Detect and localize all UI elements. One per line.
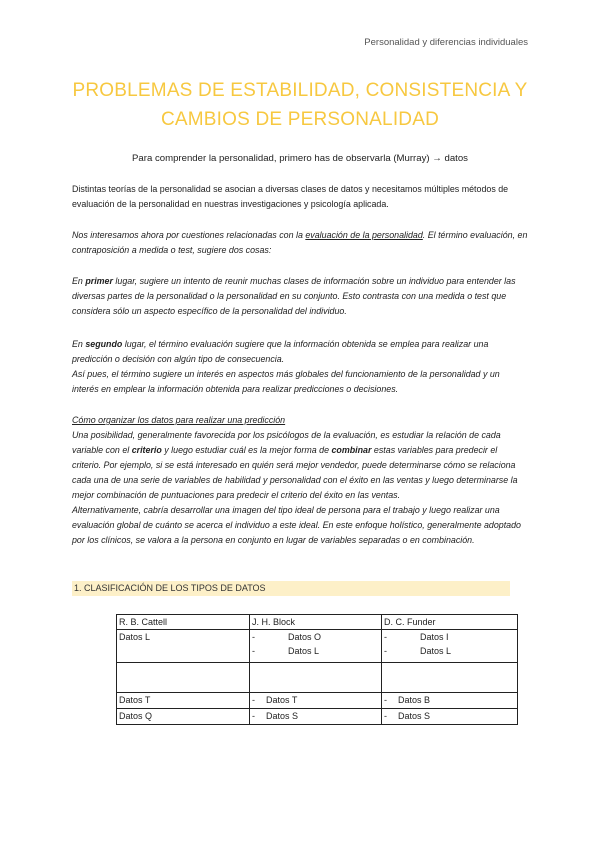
cell-text: Datos S bbox=[398, 711, 431, 721]
bullet bbox=[384, 644, 515, 658]
cell bbox=[382, 663, 518, 693]
cell bbox=[250, 630, 382, 663]
cell bbox=[250, 663, 382, 693]
cell bbox=[382, 709, 518, 725]
dash: - bbox=[384, 695, 387, 705]
header-block: J. H. Block bbox=[250, 615, 382, 630]
title-line-2: CAMBIOS DE PERSONALIDAD bbox=[160, 109, 440, 130]
cell bbox=[117, 663, 250, 693]
cell-text: Datos L bbox=[420, 646, 452, 656]
paragraph-1: Distintas teorías de la personalidad se asocian a diversas clases de datos y necesitamos múltiples métodos de evaluación de la personalidad en nuestras investigaciones y psicología aplicada. bbox=[72, 184, 509, 209]
subtitle: Para comprender la personalidad, primero has de observarla (Murray) → datos bbox=[132, 153, 468, 164]
p5-bold-criterio: criterio bbox=[131, 445, 162, 455]
cell-text: Datos Q bbox=[119, 711, 153, 721]
p4-b: lugar, el término evaluación sugiere que la información obtenida se emplea para realizar una predicción o decisión con algún tipo de consecuencia. bbox=[72, 339, 489, 364]
cell bbox=[117, 693, 250, 709]
table-row-empty bbox=[117, 663, 518, 693]
paragraph-4 bbox=[72, 337, 528, 397]
p5-heading: Cómo organizar los datos para realizar una predicción bbox=[72, 415, 286, 425]
paragraph-3 bbox=[72, 274, 528, 319]
p5-bold-combinar: combinar bbox=[331, 445, 372, 455]
cell-text: Datos S bbox=[266, 711, 299, 721]
dash: - bbox=[384, 646, 387, 656]
dash: - bbox=[252, 632, 255, 642]
bullet bbox=[252, 709, 379, 723]
bullet bbox=[252, 630, 379, 644]
table-row bbox=[117, 693, 518, 709]
cell-text: Datos L bbox=[119, 632, 151, 642]
cell bbox=[117, 630, 250, 663]
table-header-row bbox=[117, 615, 518, 630]
dash: - bbox=[384, 632, 387, 642]
dash: - bbox=[252, 646, 255, 656]
data-types-table bbox=[116, 614, 518, 725]
table-row bbox=[117, 630, 518, 663]
paragraph-2 bbox=[72, 228, 528, 258]
header-cattell: R. B. Cattell bbox=[117, 615, 250, 630]
cell-text: Datos B bbox=[398, 695, 431, 705]
cell-text: Datos T bbox=[119, 695, 151, 705]
cell-text: Datos O bbox=[288, 632, 322, 642]
dash: - bbox=[384, 711, 387, 721]
p5-a: Una posibilidad, generalmente favorecida por los psicólogos de la evaluación, es estudiar la relación de cada variable con el bbox=[72, 430, 501, 455]
p3-bold: primer bbox=[85, 276, 113, 286]
bullet bbox=[252, 644, 379, 658]
section-heading: 1. CLASIFICACIÓN DE LOS TIPOS DE DATOS bbox=[72, 581, 510, 596]
paragraph-5 bbox=[72, 413, 528, 548]
p3-a: En bbox=[72, 276, 86, 286]
cell bbox=[382, 630, 518, 663]
bullet bbox=[384, 630, 515, 644]
cell bbox=[250, 693, 382, 709]
dash: - bbox=[252, 711, 255, 721]
page-header: Personalidad y diferencias individuales bbox=[364, 37, 528, 48]
p5-c: estas variables para predecir el criterio. Por ejemplo, si se está interesado en quién será mejor vendedor, puede determinarse cómo se relaciona cada una de una serie de variables de habilidad y personalidad con el éxito en las ventas y luego determinarse la mejor combinación de puntuaciones para predecir el criterio del éxito en las ventas. bbox=[72, 445, 518, 500]
page-title bbox=[60, 76, 540, 134]
bullet bbox=[252, 693, 379, 707]
title-line-1: PROBLEMAS DE ESTABILIDAD, CONSISTENCIA Y bbox=[72, 80, 528, 101]
p5-b: y luego estudiar cuál es la mejor forma de bbox=[161, 445, 332, 455]
p2-after: . El término evaluación, en contraposición a medida o test, sugiere dos cosas: bbox=[72, 230, 528, 255]
p4-bold: segundo bbox=[85, 339, 123, 349]
table-row bbox=[117, 709, 518, 725]
cell-text: Datos T bbox=[266, 695, 298, 705]
p2-before: Nos interesamos ahora por cuestiones relacionadas con la bbox=[72, 230, 306, 240]
bullet bbox=[384, 709, 515, 723]
p4-a: En bbox=[72, 339, 86, 349]
cell bbox=[250, 709, 382, 725]
p5-d: Alternativamente, cabría desarrollar una imagen del tipo ideal de persona para el trabajo y luego realizar una evaluación global de cuánto se acerca el individuo a este ideal. En este enfoque holístico, generalmente adoptado por los clínicos, se valora a la persona en conjunto en lugar de variables separadas o en combinación. bbox=[72, 505, 521, 545]
bullet bbox=[384, 693, 515, 707]
cell bbox=[382, 693, 518, 709]
cell bbox=[117, 709, 250, 725]
evaluacion-link[interactable]: evaluación de la personalidad bbox=[305, 230, 423, 240]
header-funder: D. C. Funder bbox=[382, 615, 518, 630]
p4-c: Así pues, el término sugiere un interés en aspectos más globales del funcionamiento de la personalidad y un interés en emplear la información obtenida para realizar predicciones o decisiones. bbox=[72, 369, 500, 394]
p3-b: lugar, sugiere un intento de reunir muchas clases de información sobre un individuo para entender las diversas partes de la personalidad o la personalidad en su conjunto. Esto contrasta con una medida o test que considera sólo un aspecto específico de la personalidad del individuo. bbox=[72, 276, 516, 316]
cell-text: Datos L bbox=[288, 646, 320, 656]
dash: - bbox=[252, 695, 255, 705]
cell-text: Datos I bbox=[420, 632, 449, 642]
